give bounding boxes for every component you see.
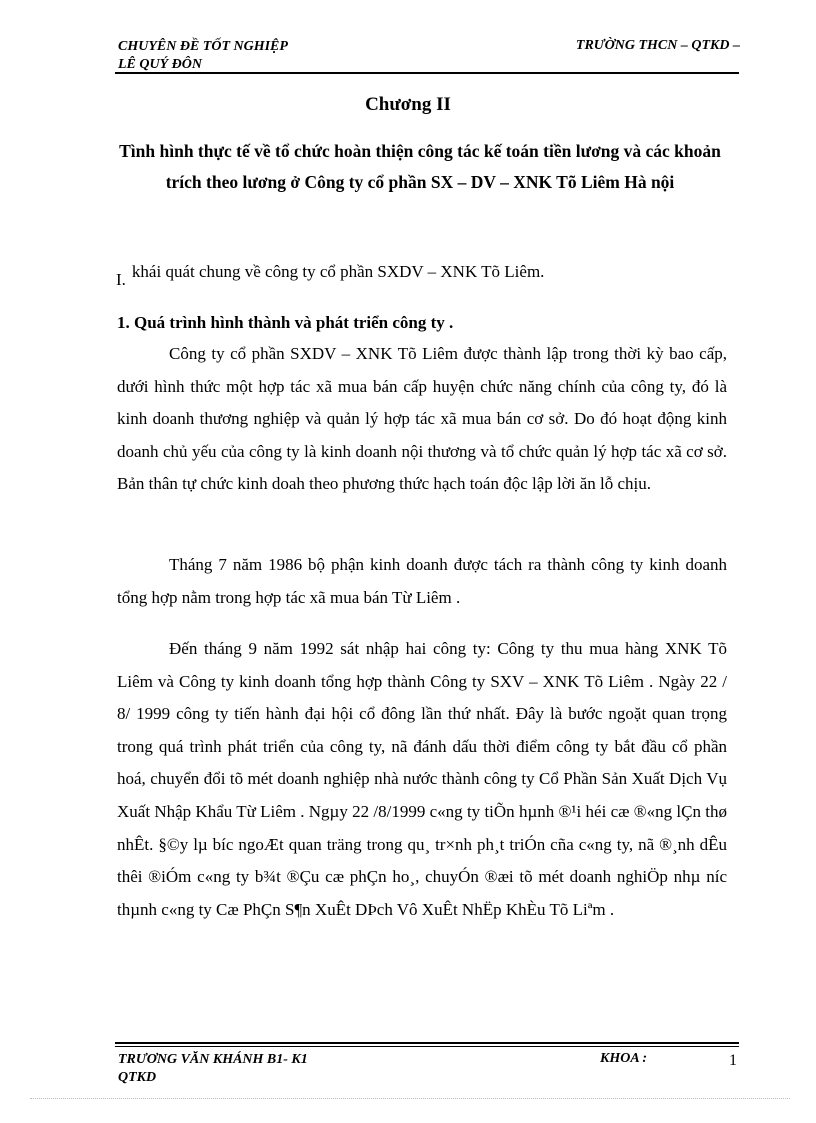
- footer-faculty: KHOA :: [600, 1051, 648, 1066]
- header-right: TRƯỜNG THCN – QTKD –: [575, 38, 740, 53]
- header-divider: [115, 72, 739, 74]
- paragraph: Đến tháng 9 năm 1992 sát nhập hai công ty: Công ty thu mua hàng XNK Tõ Liêm và Công ty kinh doanh tổng hợp thành Công ty SXV – XNK Tõ Liêm . Ngày 22 / 8/ 1999 công ty tiến hành đại hội cổ đông lần thứ nhất. Đây là bước ngoặt quan trọng trong quá trình phát triển của công ty, nã đánh dấu thời điểm công ty bắt đầu cổ phần hoá, chuyển đổi tõ mét doanh nghiệp nhà nước thành công ty Cổ Phần Sản Xuất Dịch Vụ Xuất Nhập Khẩu Từ Liêm . Ngµy 22 /8/1999 c«ng ty tiÕn hµnh ®¹i héi cæ ®«ng lÇn thø nhÊt. §©y lµ bíc ngoÆt quan träng trong qu¸ tr×nh ph¸t triÓn cña c«ng ty, nã ®¸nh dÊu thêi ®iÓm c«ng ty b¾t ®Çu cæ phÇn ho¸, chuyÓn ®æi tõ mét doanh nghiÖp nhµ níc thµnh c«ng ty Cæ PhÇn S¶n XuÊt DÞch Vô XuÊt NhËp KhÈu Tõ Liªm .: [117, 639, 727, 919]
- header-left-line2: LÊ QUÝ ĐÔN: [118, 57, 202, 72]
- footer-author: TRƯƠNG VĂN KHÁNH B1- K1: [118, 1052, 308, 1067]
- paragraph: Công ty cổ phần SXDV – XNK Tõ Liêm được thành lập trong thời kỳ bao cấp, dưới hình thức một hợp tác xã mua bán cấp huyện chức năng chính của công ty, đó là kinh doanh thương nghiệp và quản lý hợp tác xã mua bán cơ sở. Do đó hoạt động kinh doanh chủ yếu của công ty là kinh doanh nội thương và tổ chức quản lý hợp tác xã cơ sở. Bản thân tự chức kinh doah theo phương thức hạch toán độc lập lời ăn lỗ chịu.: [117, 344, 727, 494]
- section-heading: [116, 262, 544, 290]
- header-left-line1: CHUYÊN ĐỀ TỐT NGHIỆP: [118, 39, 288, 54]
- chapter-heading: Chương II: [365, 94, 451, 115]
- subsection-heading: 1. Quá trình hình thành và phát triển công ty .: [117, 313, 454, 332]
- footer-divider: [115, 1042, 739, 1044]
- footer-divider-thin: [115, 1046, 739, 1047]
- page-number: 1: [729, 1052, 737, 1069]
- chapter-title: Tình hình thực tế về tổ chức hoàn thiện công tác kế toán tiền lương và các khoản trích theo lương ở Công ty cổ phần SX – DV – XNK Tõ Liêm Hà nội: [119, 141, 721, 192]
- paragraph: Tháng 7 năm 1986 bộ phận kinh doanh được tách ra thành công ty kinh doanh tổng hợp nằm trong hợp tác xã mua bán Từ Liêm .: [117, 555, 727, 607]
- footer-department: QTKD: [118, 1070, 157, 1085]
- section-text: khái quát chung về công ty cổ phần SXDV – XNK Tõ Liêm.: [131, 262, 545, 281]
- page-edge-dotted-line: [30, 1098, 790, 1099]
- section-number: I.: [116, 270, 126, 289]
- header-left: [118, 38, 378, 74]
- footer-left: [118, 1051, 378, 1087]
